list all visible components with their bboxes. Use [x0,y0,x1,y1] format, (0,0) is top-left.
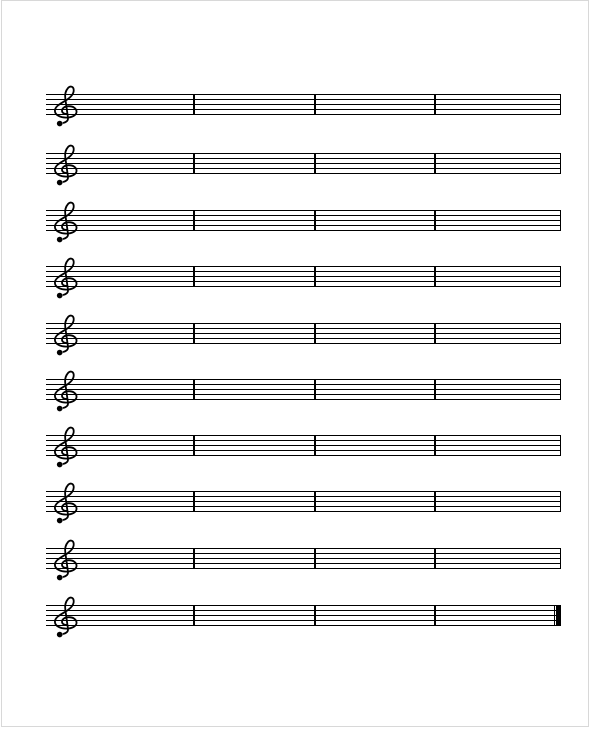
staff [46,435,561,456]
staff-line [46,615,561,616]
barline [434,548,436,569]
staff-line [46,271,561,272]
staff [46,605,561,626]
barline [314,94,316,115]
staff-line [46,210,561,211]
barline [193,435,195,456]
barline [434,210,436,231]
staff-line [46,506,561,507]
staff-line [46,158,561,159]
staff-line [46,215,561,216]
staff-line [46,230,561,231]
barline [314,323,316,344]
barline [193,266,195,287]
staff-line [46,625,561,626]
final-barline-thin [554,605,555,626]
end-barline [560,153,561,174]
staff-line [46,450,561,451]
staff-line [46,389,561,390]
staff-line [46,435,561,436]
staff-line [46,343,561,344]
treble-clef-icon [53,313,79,358]
barline [193,153,195,174]
staff [46,379,561,400]
staff-line [46,266,561,267]
staff-line [46,379,561,380]
staff-line [46,109,561,110]
barline [314,491,316,512]
barline [434,153,436,174]
staff-line [46,455,561,456]
barline [193,379,195,400]
barline [434,94,436,115]
staff-line [46,328,561,329]
staff-line [46,94,561,95]
staff-line [46,323,561,324]
staff-line [46,496,561,497]
staff [46,491,561,512]
staff-line [46,394,561,395]
staff [46,266,561,287]
barline [434,266,436,287]
staff-line [46,153,561,154]
staff-line [46,225,561,226]
barline [314,210,316,231]
sheet-music-page [1,0,589,727]
barline [314,379,316,400]
staff-line [46,568,561,569]
barline [193,548,195,569]
staff-line [46,605,561,606]
staff-line [46,548,561,549]
barline [193,605,195,626]
barline [314,153,316,174]
staff-line [46,511,561,512]
barline [314,548,316,569]
staff-line [46,501,561,502]
end-barline [560,379,561,400]
staff [46,94,561,115]
end-barline [560,491,561,512]
barline [314,605,316,626]
barline [314,435,316,456]
staves-container [2,1,588,726]
treble-clef-icon [53,425,79,470]
staff-line [46,440,561,441]
staff-line [46,384,561,385]
end-barline [560,94,561,115]
treble-clef-icon [53,369,79,414]
end-barline [560,323,561,344]
staff-line [46,333,561,334]
end-barline [560,548,561,569]
staff-line [46,281,561,282]
final-barline-thick [556,605,561,626]
staff [46,323,561,344]
barline [193,323,195,344]
staff-line [46,286,561,287]
staff-line [46,610,561,611]
barline [193,94,195,115]
end-barline [560,435,561,456]
staff-line [46,220,561,221]
staff-line [46,445,561,446]
barline [434,491,436,512]
staff-line [46,620,561,621]
treble-clef-icon [53,595,79,640]
barline [434,379,436,400]
staff-line [46,558,561,559]
barline [434,435,436,456]
barline [434,605,436,626]
staff [46,548,561,569]
treble-clef-icon [53,84,79,129]
staff-line [46,563,561,564]
barline [193,491,195,512]
barline [193,210,195,231]
end-barline [560,210,561,231]
end-barline [560,266,561,287]
treble-clef-icon [53,143,79,188]
staff-line [46,168,561,169]
staff-line [46,399,561,400]
staff-line [46,163,561,164]
barline [434,323,436,344]
staff [46,153,561,174]
treble-clef-icon [53,200,79,245]
staff-line [46,338,561,339]
staff-line [46,276,561,277]
staff-line [46,491,561,492]
barline [314,266,316,287]
staff-line [46,173,561,174]
treble-clef-icon [53,481,79,526]
staff-line [46,104,561,105]
staff [46,210,561,231]
staff-line [46,114,561,115]
treble-clef-icon [53,538,79,583]
staff-line [46,553,561,554]
staff-line [46,99,561,100]
treble-clef-icon [53,256,79,301]
